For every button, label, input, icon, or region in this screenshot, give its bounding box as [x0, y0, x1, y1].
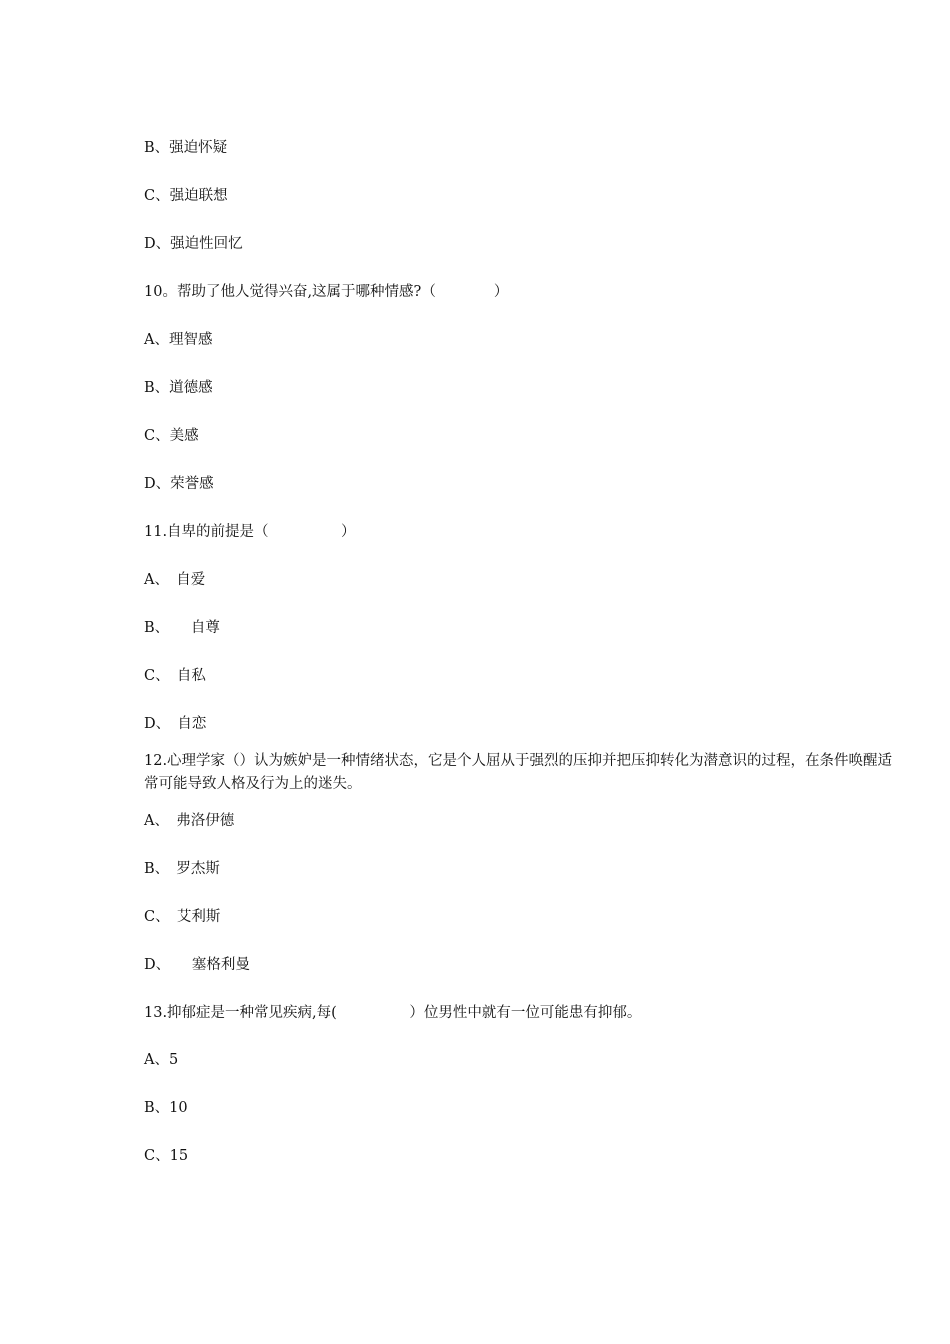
q9-option-c: C、强迫联想 — [144, 188, 228, 204]
q11-option-d: D、 自恋 — [144, 716, 207, 732]
q13-option-b: B、10 — [144, 1100, 188, 1116]
question-12-line-2: 常可能导致人格及行为上的迷失。 — [144, 776, 362, 792]
q11-option-c: C、 自私 — [144, 668, 206, 684]
q12-option-b: B、 罗杰斯 — [144, 861, 220, 877]
q13-option-c: C、15 — [144, 1148, 189, 1164]
q12-option-c: C、 艾利斯 — [144, 909, 221, 925]
q10-option-a: A、理智感 — [144, 332, 213, 348]
question-13: 13.抑郁症是一种常见疾病,每( ）位男性中就有一位可能患有抑郁。 — [144, 1005, 642, 1021]
q13-option-a: A、5 — [144, 1052, 179, 1068]
q10-option-b: B、道德感 — [144, 380, 213, 396]
q9-option-b: B、强迫怀疑 — [144, 140, 228, 156]
question-12-line-1: 12.心理学家（）认为嫉妒是一种情绪状态，它是个人屈从于强烈的压抑并把压抑转化为潜意识的过程，在条件唤醒适 — [144, 753, 893, 769]
q12-option-a: A、 弗洛伊德 — [144, 813, 235, 829]
q11-option-b: B、 自尊 — [144, 620, 220, 636]
question-10: 10。帮助了他人觉得兴奋,这属于哪种情感?（ ） — [144, 284, 509, 300]
question-11: 11.自卑的前提是（ ） — [144, 524, 356, 540]
q10-option-d: D、荣誉感 — [144, 476, 214, 492]
q10-option-c: C、美感 — [144, 428, 199, 444]
q9-option-d: D、强迫性回忆 — [144, 236, 243, 252]
q12-option-d: D、 塞格利曼 — [144, 957, 250, 973]
q11-option-a: A、 自爱 — [144, 572, 206, 588]
